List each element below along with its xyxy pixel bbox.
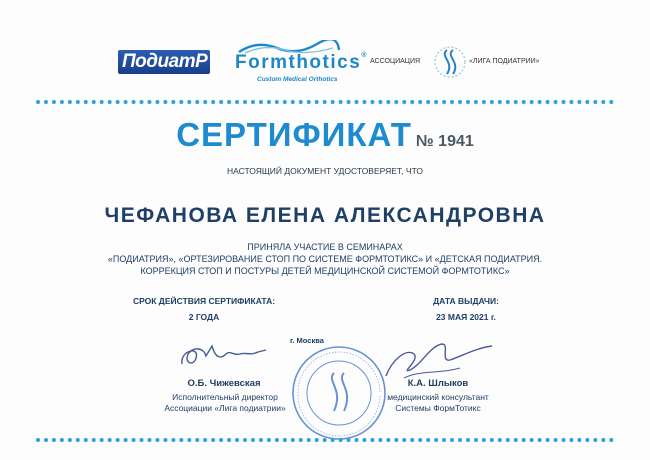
left-signature-icon xyxy=(178,340,270,370)
certificate-number: № 1941 xyxy=(415,133,474,150)
bottom-dotted-divider xyxy=(36,438,614,442)
right-signatory-role-line2: Системы ФормТотикс xyxy=(395,403,481,413)
issue-date-value: 23 МАЯ 2021 г. xyxy=(436,312,496,322)
left-signatory-role-line2: Ассоциации «Лига подиатрии» xyxy=(164,403,286,413)
holder-name: ЧЕФАНОВА ЕЛЕНА АЛЕКСАНДРОВНА xyxy=(104,204,546,227)
liga-emblem-icon xyxy=(433,44,467,80)
formthotics-logo xyxy=(235,40,368,90)
seminar-block xyxy=(0,241,650,277)
liga-name-label: «ЛИГА ПОДИАТРИИ» xyxy=(469,58,540,65)
top-dotted-divider xyxy=(36,100,614,104)
certificate-intro: НАСТОЯЩИЙ ДОКУМЕНТ УДОСТОВЕРЯЕТ, ЧТО xyxy=(226,166,423,176)
seminar-line-2: «ПОДИАТРИЯ», «ОРТЕЗИРОВАНИЕ СТОП ПО СИСТЕМЕ ФОРМТОТИКС» И «ДЕТСКАЯ ПОДИАТРИЯ. xyxy=(107,254,543,264)
right-signatory-role-line1: медицинский консультант xyxy=(387,392,489,402)
validity-value: 2 ГОДА xyxy=(188,312,220,322)
formthotics-subtitle: Custom Medical Orthotics xyxy=(257,76,338,83)
city-label: г. Москва xyxy=(290,336,324,345)
podiatr-logo xyxy=(118,48,214,78)
issue-date-label: ДАТА ВЫДАЧИ: xyxy=(433,296,499,306)
seminar-line-3: КОРРЕКЦИЯ СТОП И ПОСТУРЫ ДЕТЕЙ МЕДИЦИНСКОЙ СИСТЕМОЙ ФОРМТОТИКС» xyxy=(140,266,510,276)
formthotics-name-text: Formthotics xyxy=(235,52,362,73)
podiatr-logo-text: ПодиатР xyxy=(122,51,208,72)
formthotics-name xyxy=(235,52,368,74)
certificate-title-text: СЕРТИФИКАТ xyxy=(176,116,412,153)
certificate-title xyxy=(0,116,650,154)
seminar-line-1: ПРИНЯЛА УЧАСТИЕ В СЕМИНАРАХ xyxy=(247,242,403,252)
formthotics-reg-mark: ® xyxy=(361,52,368,59)
right-signatory-role xyxy=(360,392,516,414)
right-signatory-name: К.А. Шлыков xyxy=(407,378,469,389)
validity-label: СРОК ДЕЙСТВИЯ СЕРТИФИКАТА: xyxy=(132,296,276,306)
left-signatory-name: О.Б. Чижевская xyxy=(187,378,261,389)
liga-logo xyxy=(370,40,540,84)
left-signatory-role-line1: Исполнительный директор xyxy=(172,392,278,402)
liga-assoc-label: АССОЦИАЦИЯ xyxy=(370,58,421,65)
